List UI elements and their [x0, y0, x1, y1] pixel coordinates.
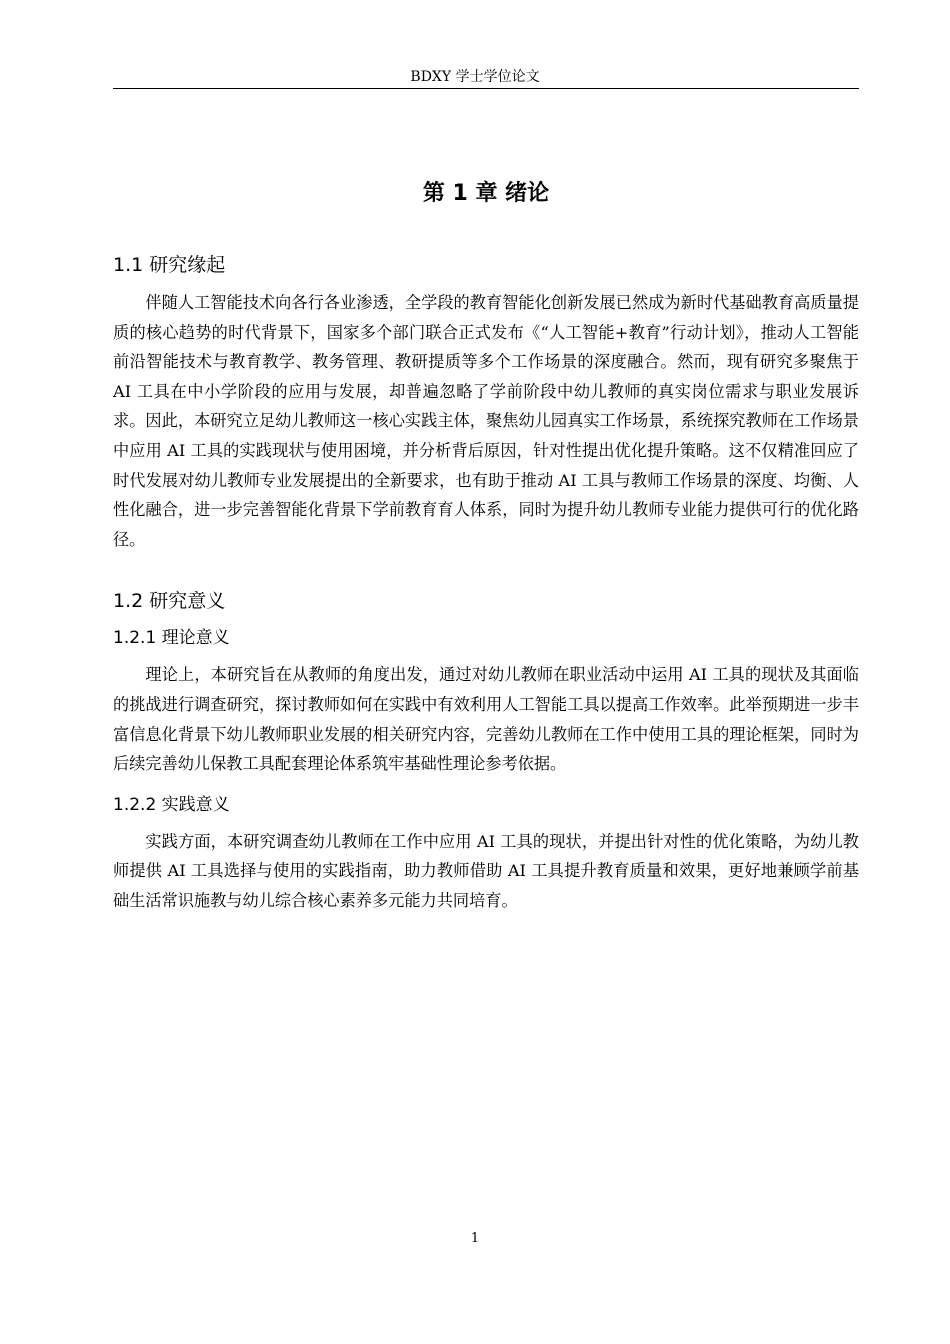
subsection-spacer	[113, 779, 859, 791]
subsection-paragraph-1-2-1: 理论上，本研究旨在从教师的角度出发，通过对幼儿教师在职业活动中运用 AI 工具的现状及其面临的挑战进行调查研究，探讨教师如何在实践中有效利用人工智能工具以提高工作效率。此举预期进一步丰富信息化背景下幼儿教师职业发展的相关研究内容，完善幼儿教师在工作中使用工具的理论框架，同时为后续完善幼儿保教工具配套理论体系筑牢基础性理论参考依据。	[113, 665, 859, 774]
subsection-heading-1-2-2: 1.2.2 实践意义	[113, 794, 230, 815]
subsection-heading-1-2-1: 1.2.1 理论意义	[113, 628, 230, 649]
page-number: 1	[470, 1231, 480, 1246]
chapter-title: 第 1 章 绪论	[422, 181, 550, 206]
section-heading-1-1: 1.1 研究缘起	[113, 254, 226, 276]
running-header: BDXY 学士学位论文	[410, 69, 540, 85]
page-body	[113, 176, 859, 916]
section-spacer	[113, 554, 859, 586]
subsection-paragraph-1-2-2: 实践方面，本研究调查幼儿教师在工作中应用 AI 工具的现状，并提出针对性的优化策略，为幼儿教师提供 AI 工具选择与使用的实践指南，助力教师借助 AI 工具提升教育质量和效果，更好地兼顾学前基础生活常识施教与幼儿综合核心素养多元能力共同培育。	[113, 831, 859, 910]
header-rule	[113, 88, 859, 89]
section-paragraph-1-1: 伴随人工智能技术向各行各业渗透，全学段的教育智能化创新发展已然成为新时代基础教育高质量提质的核心趋势的时代背景下，国家多个部门联合正式发布《“人工智能+教育”行动计划》，推动人工智能前沿智能技术与教育教学、教务管理、教研提质等多个工作场景的深度融合。然而，现有研究多聚焦于 AI 工具在中小学阶段的应用与发展，却普遍忽略了学前阶段中幼儿教师的真实岗位需求与职业发展诉求。因此，本研究立足幼儿教师这一核心实践主体，聚焦幼儿园真实工作场景，系统探究教师在工作场景中应用 AI 工具的实践现状与使用困境，并分析背后原因，针对性提出优化提升策略。这不仅精准回应了时代发展对幼儿教师专业发展提出的全新要求，也有助于推动 AI 工具与教师工作场景的深度、均衡、人性化融合，进一步完善智能化背景下学前教育育人体系，同时为提升幼儿教师专业能力提供可行的优化路径。	[113, 293, 859, 549]
section-heading-1-2: 1.2 研究意义	[113, 590, 226, 613]
